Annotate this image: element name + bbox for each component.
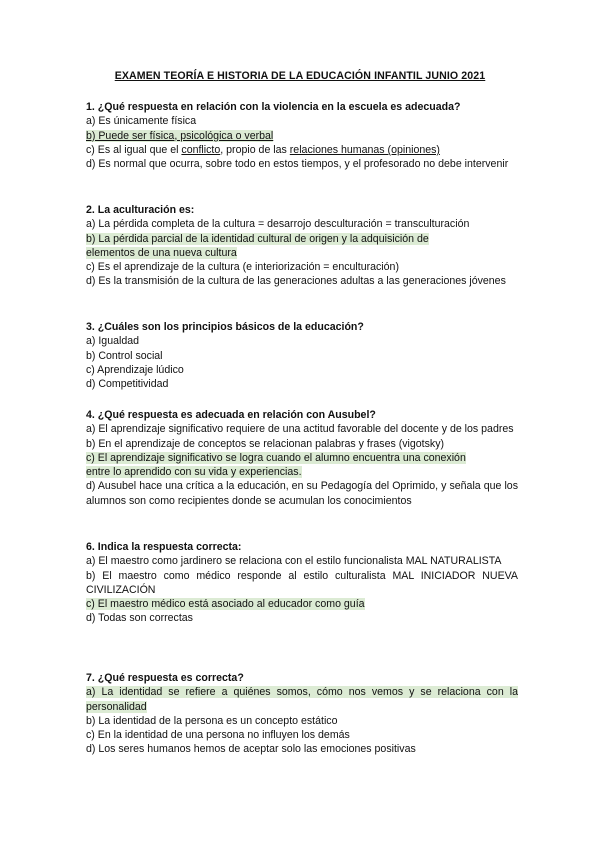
option-c-continued — [86, 465, 518, 479]
option-a: a) La pérdida completa de la cultura = desarrojo desculturación = transculturación — [86, 218, 470, 231]
highlighted-answer: b) Puede ser física, psicológica o verbal — [86, 129, 274, 142]
option-c — [86, 451, 518, 465]
option-d: d) Ausubel hace una crítica a la educación, en su Pedagogía del Oprimido, y señala que los alumnos son como recipientes donde se acumulan los conocimientos — [86, 480, 518, 507]
option-c — [86, 597, 518, 611]
question-2 — [86, 203, 518, 289]
highlighted-answer: c) El maestro médico está asociado al educador como guía — [86, 598, 365, 611]
question-1 — [86, 100, 518, 171]
question-6 — [86, 540, 518, 626]
option-d: d) Todas son correctas — [86, 612, 193, 625]
option-b: b) En el aprendizaje de conceptos se relacionan palabras y frases (vigotsky) — [86, 437, 445, 450]
option-a: a) El aprendizaje significativo requiere de una actitud favorable del docente y de los padres — [86, 423, 514, 436]
highlighted-answer: elementos de una nueva cultura — [86, 246, 237, 259]
option-d: d) Los seres humanos hemos de aceptar solo las emociones positivas — [86, 743, 416, 756]
option-a: a) Igualdad — [86, 335, 140, 348]
option-d: d) Competitividad — [86, 378, 169, 391]
question-title: 1. ¿Qué respuesta en relación con la violencia en la escuela es adecuada? — [86, 101, 461, 113]
option-b — [86, 129, 518, 143]
option-c: c) En la identidad de una persona no influyen los demás — [86, 729, 350, 742]
question-title: 4. ¿Qué respuesta es adecuada en relación con Ausubel? — [86, 409, 376, 421]
option-c — [86, 143, 518, 157]
option-a: a) Es únicamente física — [86, 115, 197, 128]
option-text: c) Es al igual que el — [86, 143, 182, 156]
option-a — [86, 685, 518, 714]
question-3 — [86, 320, 518, 391]
option-b-continued — [86, 246, 518, 260]
option-b: b) La identidad de la persona es un concepto estático — [86, 714, 338, 727]
question-title: 3. ¿Cuáles son los principios básicos de la educación? — [86, 321, 364, 333]
question-4 — [86, 408, 518, 508]
highlighted-answer: a) La identidad se refiere a quiénes somos, cómo nos vemos y se relaciona con la personalidad — [86, 686, 518, 713]
underlined-text: relaciones humanas (opiniones) — [289, 143, 440, 156]
highlighted-answer: b) La pérdida parcial de la identidad cultural de origen y la adquisición de — [86, 232, 429, 245]
option-b: b) Control social — [86, 349, 163, 362]
option-text: , propio de las — [220, 143, 290, 156]
option-c: c) Es el aprendizaje de la cultura (e interiorización = enculturación) — [86, 261, 399, 274]
option-b — [86, 232, 518, 246]
underlined-text: conflicto — [181, 143, 221, 156]
option-c: c) Aprendizaje lúdico — [86, 363, 184, 376]
exam-title: EXAMEN TEORÍA E HISTORIA DE LA EDUCACIÓN INFANTIL JUNIO 2021 — [114, 70, 486, 82]
option-d: d) Es normal que ocurra, sobre todo en estos tiempos, y el profesorado no debe intervenir — [86, 158, 509, 171]
question-title: 2. La aculturación es: — [86, 204, 195, 216]
question-7 — [86, 671, 518, 757]
question-title: 6. Indica la respuesta correcta: — [86, 541, 242, 553]
option-d: d) Es la transmisión de la cultura de las generaciones adultas a las generaciones jóvenes — [86, 275, 506, 288]
option-b: b) El maestro como médico responde al estilo culturalista MAL INICIADOR NUEVA CIVILIZACIÓN — [86, 569, 518, 596]
question-title: 7. ¿Qué respuesta es correcta? — [86, 672, 244, 684]
highlighted-answer: c) El aprendizaje significativo se logra cuando el alumno encuentra una conexión — [86, 451, 466, 464]
highlighted-answer: entre lo aprendido con su vida y experiencias. — [86, 466, 302, 479]
option-a: a) El maestro como jardinero se relaciona con el estilo funcionalista MAL NATURALISTA — [86, 555, 502, 568]
